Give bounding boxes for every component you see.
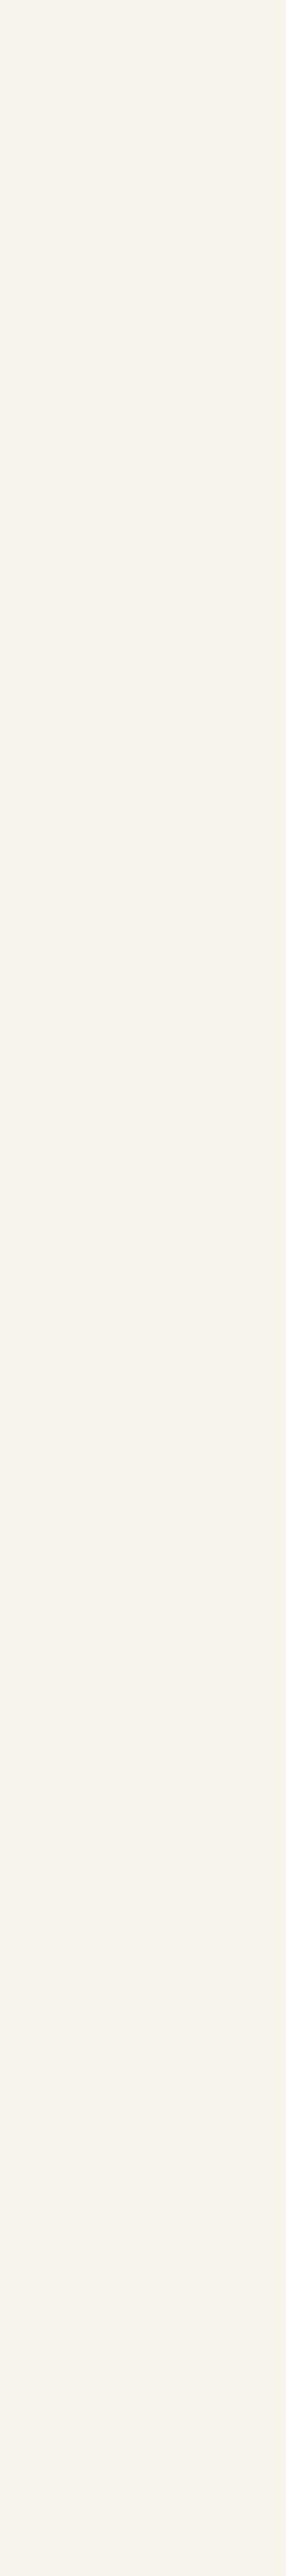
text-column [9,6,277,2569]
